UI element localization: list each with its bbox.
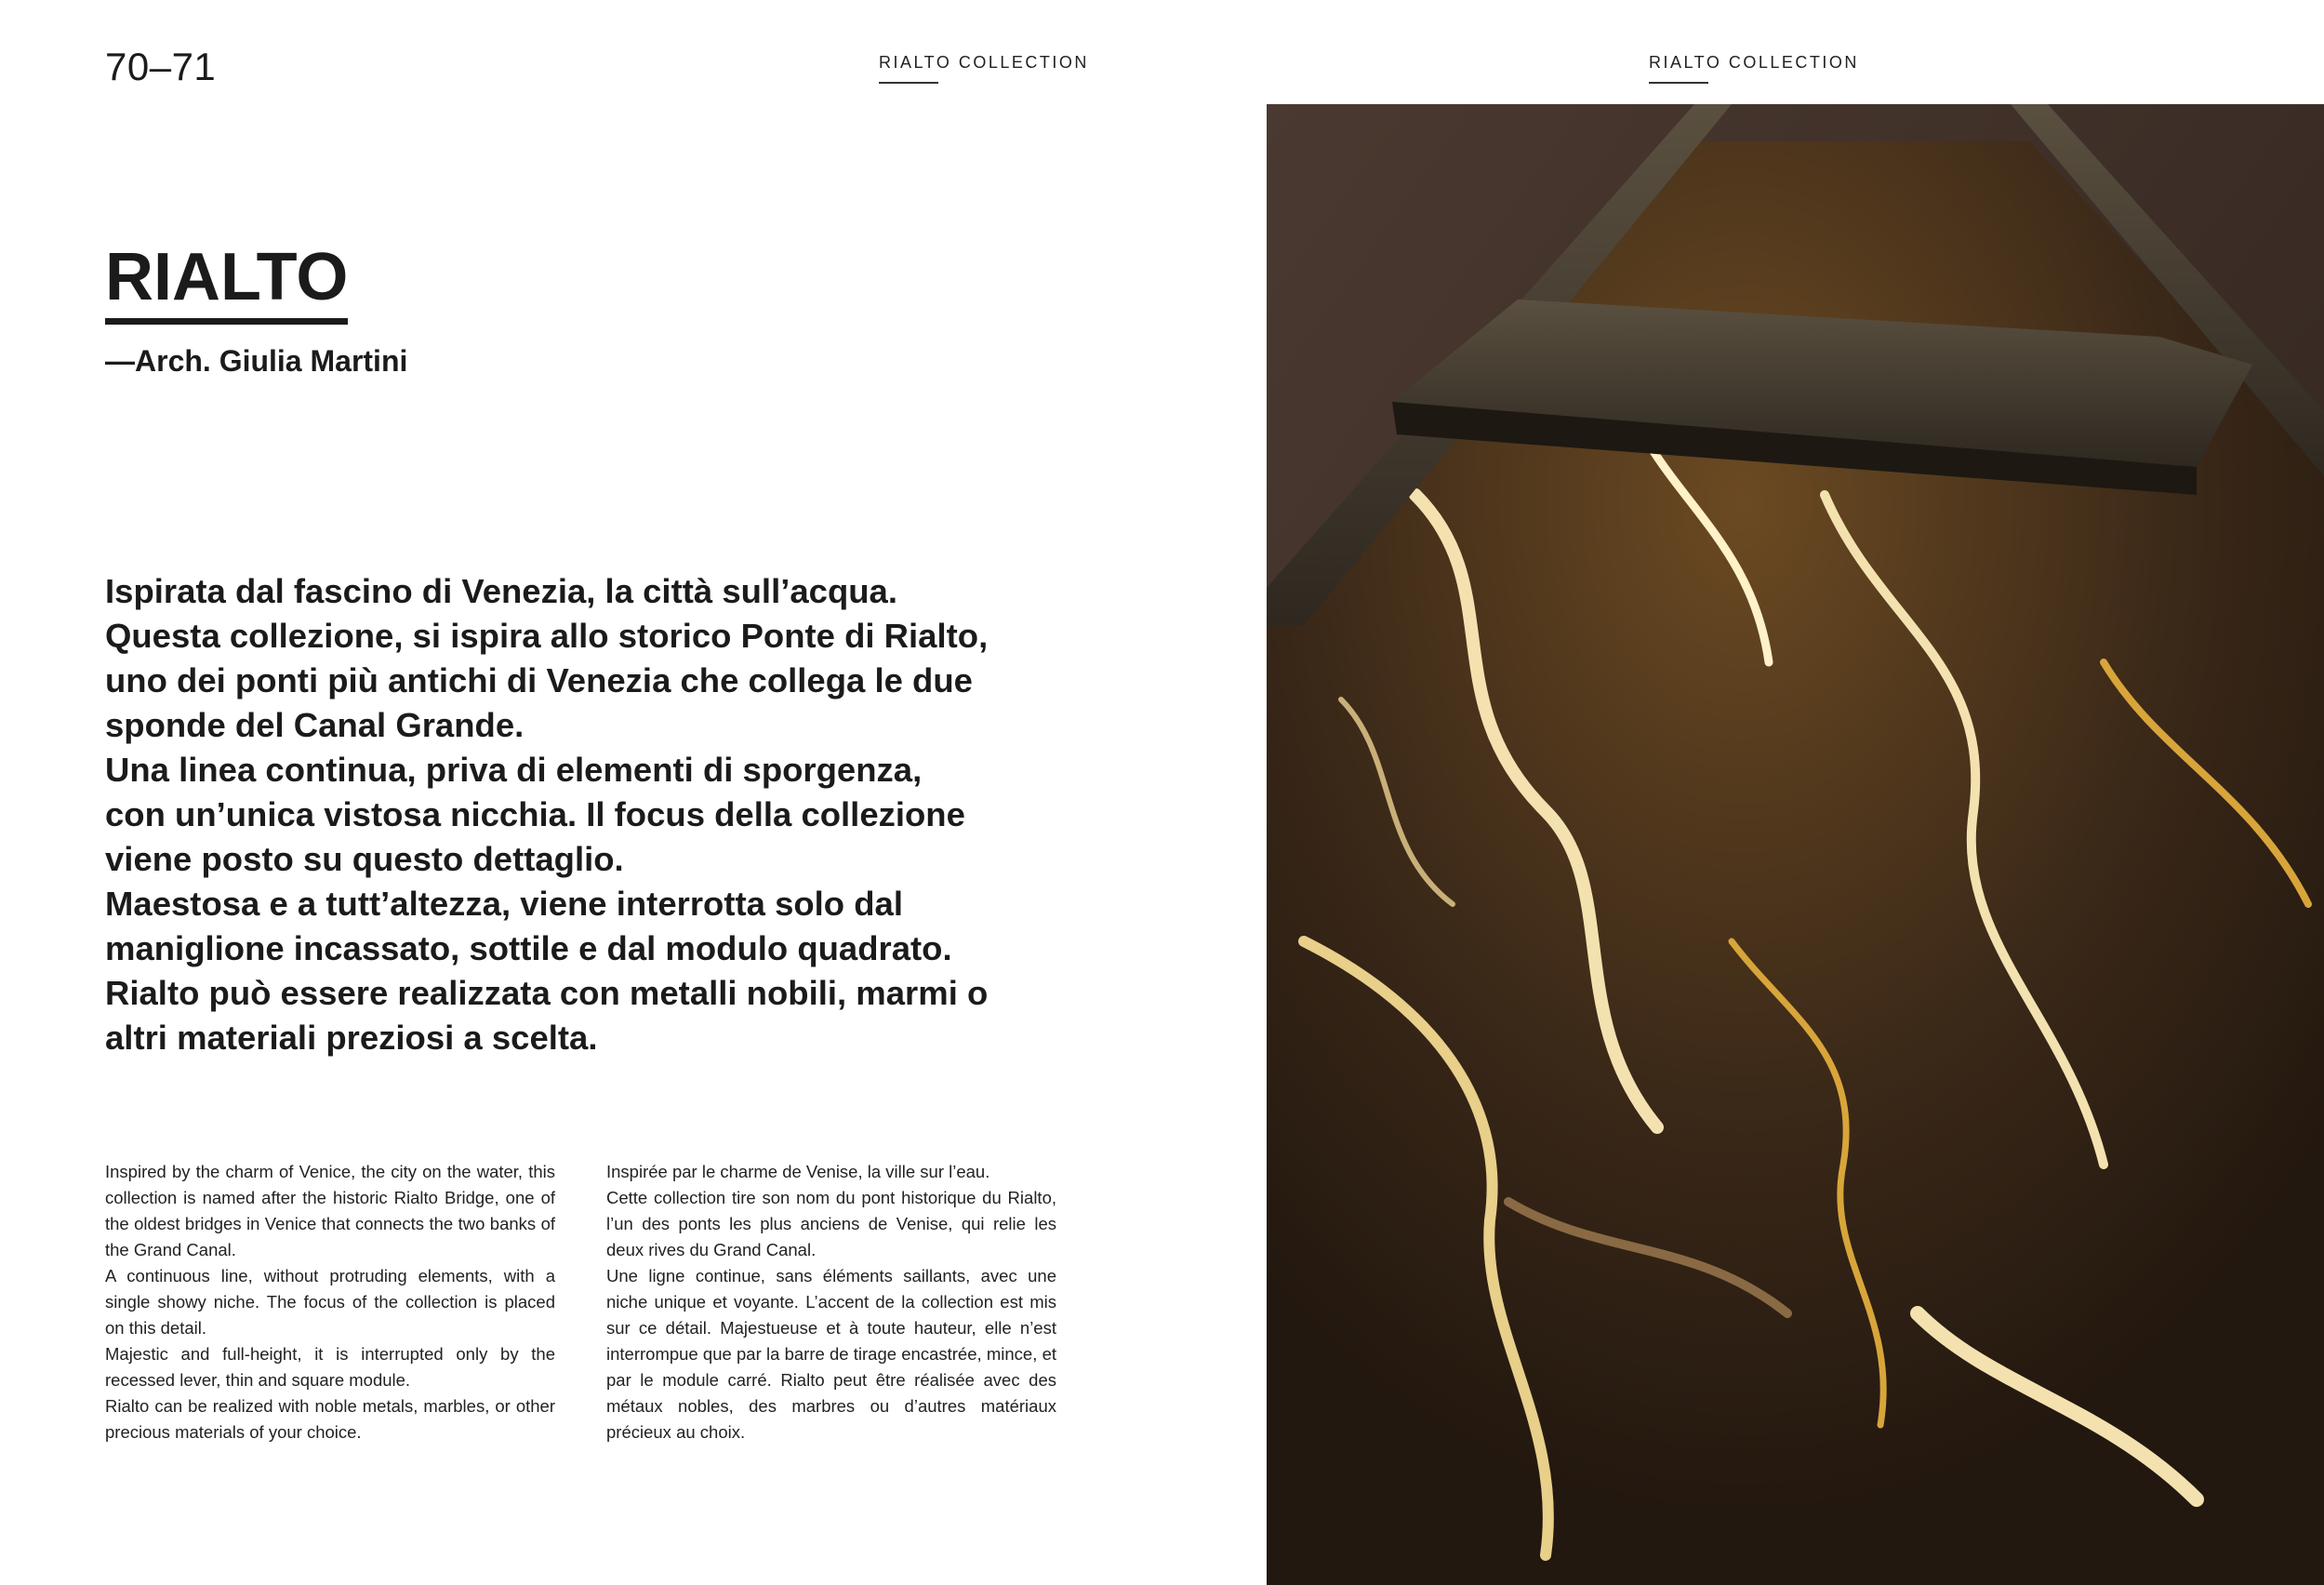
lead-line: Ispirata dal fascino di Venezia, la città sull’acqua. bbox=[105, 572, 897, 610]
italian-lead-text bbox=[105, 569, 1044, 1060]
lead-line: altri materiali preziosi a scelta. bbox=[105, 1019, 598, 1057]
page-numbers: 70–71 bbox=[105, 45, 217, 88]
lead-line: Maestosa e a tutt’altezza, viene interrotta solo dal bbox=[105, 885, 903, 923]
english-paragraph: Inspired by the charm of Venice, the city on the water, this collection is named after the historic Rialto Bridge, one of the oldest bridges in Venice that connects the two banks of the Grand Canal. bbox=[105, 1162, 555, 1259]
lead-line: maniglione incassato, sottile e dal modulo quadrato. bbox=[105, 929, 952, 967]
french-text-column bbox=[606, 1159, 1056, 1445]
english-text-column bbox=[105, 1159, 555, 1445]
french-paragraph: Cette collection tire son nom du pont historique du Rialto, l’un des ponts les plus anciens de Venise, qui relie les deux rives du Grand Canal. bbox=[606, 1188, 1056, 1259]
english-paragraph: Rialto can be realized with noble metals, marbles, or other precious materials of your choice. bbox=[105, 1396, 555, 1442]
lead-line: Una linea continua, priva di elementi di sporgenza, bbox=[105, 751, 923, 789]
marble-niche-illustration bbox=[1267, 104, 2324, 1585]
english-paragraph: A continuous line, without protruding elements, with a single showy niche. The focus of the collection is placed on this detail. bbox=[105, 1266, 555, 1338]
collection-title: RIALTO bbox=[105, 244, 348, 325]
lead-line: con un’unica vistosa nicchia. Il focus della collezione bbox=[105, 795, 965, 833]
lead-line: Rialto può essere realizzata con metalli nobili, marmi o bbox=[105, 974, 989, 1012]
running-head-right: RIALTO COLLECTION bbox=[1649, 53, 1859, 84]
lead-line: Questa collezione, si ispira allo storico Ponte di Rialto, bbox=[105, 617, 989, 655]
lead-line: sponde del Canal Grande. bbox=[105, 706, 525, 744]
marble-niche-photo bbox=[1267, 104, 2324, 1585]
running-head-left: RIALTO COLLECTION bbox=[879, 53, 1089, 84]
french-paragraph: Inspirée par le charme de Venise, la ville sur l’eau. bbox=[606, 1162, 990, 1181]
english-paragraph: Majestic and full-height, it is interrupted only by the recessed lever, thin and square module. bbox=[105, 1344, 555, 1390]
lead-line: uno dei ponti più antichi di Venezia che collega le due bbox=[105, 661, 973, 699]
designer-credit: —Arch. Giulia Martini bbox=[105, 344, 408, 378]
lead-line: viene posto su questo dettaglio. bbox=[105, 840, 624, 878]
french-paragraph: Une ligne continue, sans éléments saillants, avec une niche unique et voyante. L’accent de la collection est mis sur ce détail. Majestueuse et à toute hauteur, elle n’est interrompue que par la barre de tirage encastrée, mince, et par le module carré. Rialto peut être réalisée avec des métaux nobles, des marbres ou d’autres matériaux précieux au choix. bbox=[606, 1266, 1056, 1442]
